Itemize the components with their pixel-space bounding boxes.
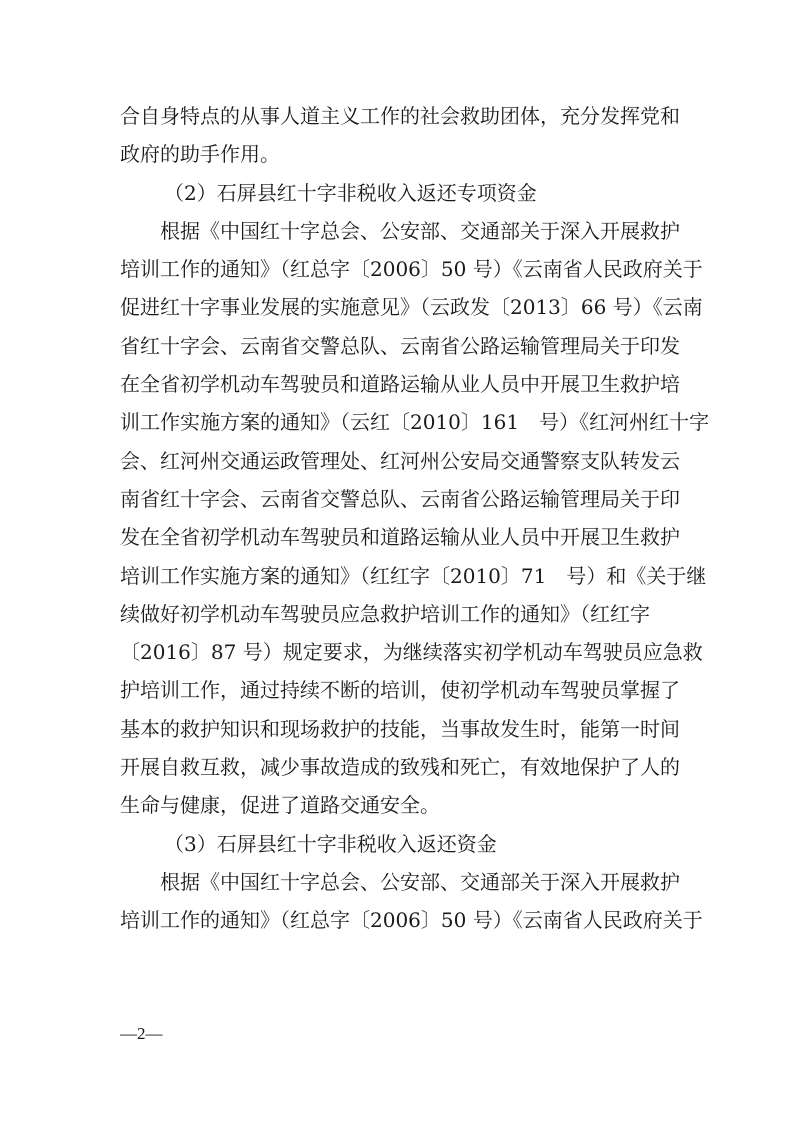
text-line: 培训工作的通知》（红总字〔2006〕50 号）《云南省人民政府关于 [120, 257, 703, 282]
text-line: 〔2016〕87 号）规定要求，为继续落实初学机动车驾驶员应急救 [120, 640, 703, 665]
text-line: 合自身特点的从事人道主义工作的社会救助团体，充分发挥党和 [120, 104, 680, 128]
text-line: 会、红河州交通运政管理处、红河州公安局交通警察支队转发云 [120, 448, 680, 473]
page-number: —2— [120, 1024, 163, 1043]
text-line: 培训工作实施方案的通知》（红红字〔2010〕71 号）和《关于继 [120, 563, 707, 588]
text-line: 在全省初学机动车驾驶员和道路运输从业人员中开展卫生救护培 [120, 372, 680, 397]
text-line: 发在全省初学机动车驾驶员和道路运输从业人员中开展卫生救护 [120, 525, 680, 550]
text-line: 省红十字会、云南省交警总队、云南省公路运输管理局关于印发 [120, 333, 680, 358]
text-line: 基本的救护知识和现场救护的技能，当事故发生时，能第一时间 [120, 716, 680, 741]
text-line: 续做好初学机动车驾驶员应急救护培训工作的通知》（红红字 [120, 601, 650, 626]
text-line: 根据《中国红十字总会、公安部、交通部关于深入开展救护 [120, 218, 680, 243]
text-line: 开展自救互救，减少事故造成的致残和死亡，有效地保护了人的 [120, 755, 680, 780]
text-line: 培训工作的通知》（红总字〔2006〕50 号）《云南省人民政府关于 [120, 908, 703, 933]
text-line: 南省红十字会、云南省交警总队、云南省公路运输管理局关于印 [120, 486, 680, 511]
body-text [120, 97, 710, 940]
text-line: 生命与健康，促进了道路交通安全。 [120, 793, 440, 818]
section-heading: （2）石屏县红十字非税收入返还专项资金 [164, 180, 537, 205]
text-line: 训工作实施方案的通知》（云红〔2010〕161 号）《红河州红十字 [120, 410, 710, 435]
section-heading: （3）石屏县红十字非税收入返还资金 [164, 831, 497, 856]
text-line: 根据《中国红十字总会、公安部、交通部关于深入开展救护 [120, 869, 680, 894]
text-line: 促进红十字事业发展的实施意见》（云政发〔2013〕66 号）《云南 [120, 295, 703, 320]
text-line: 护培训工作，通过持续不断的培训，使初学机动车驾驶员掌握了 [120, 678, 680, 703]
text-line: 政府的助手作用。 [120, 142, 280, 167]
